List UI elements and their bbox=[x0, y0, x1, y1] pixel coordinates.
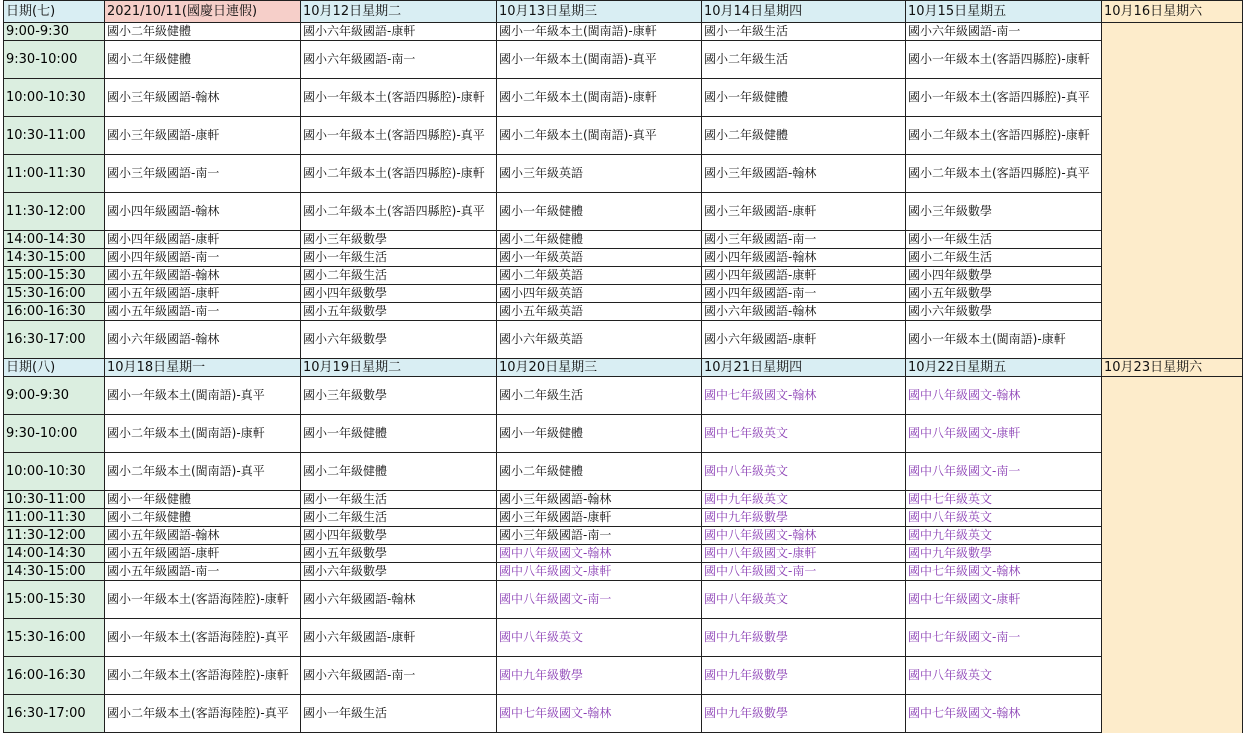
class-cell: 國中八年級國文-康軒 bbox=[702, 545, 906, 563]
time-slot-cell: 14:30-15:00 bbox=[4, 249, 105, 267]
class-cell: 國小一年級本土(閩南語)-康軒 bbox=[906, 321, 1102, 359]
schedule-row bbox=[4, 453, 1243, 491]
class-cell: 國中九年級數學 bbox=[906, 545, 1102, 563]
class-cell: 國中七年級國文-翰林 bbox=[906, 695, 1102, 733]
schedule-row bbox=[4, 657, 1243, 695]
time-slot-cell: 11:30-12:00 bbox=[4, 193, 105, 231]
schedule-row bbox=[4, 303, 1243, 321]
class-cell: 國小三年級國語-翰林 bbox=[105, 79, 301, 117]
schedule-row bbox=[4, 695, 1243, 733]
time-slot-cell: 11:30-12:00 bbox=[4, 527, 105, 545]
time-slot-cell: 16:30-17:00 bbox=[4, 695, 105, 733]
class-cell: 國中九年級數學 bbox=[702, 619, 906, 657]
schedule-row bbox=[4, 249, 1243, 267]
class-cell: 國小二年級本土(閩南語)-真平 bbox=[497, 117, 702, 155]
time-slot-cell: 16:00-16:30 bbox=[4, 303, 105, 321]
time-slot-cell: 15:30-16:00 bbox=[4, 619, 105, 657]
class-cell: 國中七年級國文-翰林 bbox=[702, 377, 906, 415]
class-cell: 國小一年級本土(客語海陸腔)-真平 bbox=[105, 619, 301, 657]
class-cell: 國中八年級英文 bbox=[906, 509, 1102, 527]
time-slot-cell: 14:00-14:30 bbox=[4, 231, 105, 249]
class-cell: 國小二年級本土(客語四縣腔)-真平 bbox=[301, 193, 497, 231]
schedule-row bbox=[4, 285, 1243, 303]
time-slot-cell: 15:30-16:00 bbox=[4, 285, 105, 303]
week2-header-row bbox=[4, 359, 1243, 377]
class-cell: 國小一年級健體 bbox=[497, 193, 702, 231]
class-cell: 國小一年級本土(客語四縣腔)-康軒 bbox=[301, 79, 497, 117]
day-header-cell: 10月12日星期二 bbox=[301, 1, 497, 23]
class-cell: 國小五年級數學 bbox=[906, 285, 1102, 303]
class-cell: 國中八年級英文 bbox=[497, 619, 702, 657]
time-slot-cell: 9:30-10:00 bbox=[4, 415, 105, 453]
class-cell: 國小六年級國語-康軒 bbox=[301, 23, 497, 41]
class-cell: 國小四年級國語-康軒 bbox=[702, 267, 906, 285]
class-cell: 國小二年級本土(客語四縣腔)-康軒 bbox=[301, 155, 497, 193]
class-cell: 國小一年級本土(閩南語)-康軒 bbox=[497, 23, 702, 41]
class-cell: 國小二年級健體 bbox=[105, 41, 301, 79]
class-cell: 國小三年級國語-南一 bbox=[497, 527, 702, 545]
class-cell: 國中八年級國文-康軒 bbox=[906, 415, 1102, 453]
class-cell: 國小一年級健體 bbox=[301, 415, 497, 453]
class-cell: 國小五年級國語-翰林 bbox=[105, 267, 301, 285]
class-cell: 國小五年級國語-南一 bbox=[105, 303, 301, 321]
saturday-empty-cell bbox=[1102, 23, 1243, 359]
class-cell: 國中七年級英文 bbox=[702, 415, 906, 453]
class-cell: 國小六年級數學 bbox=[906, 303, 1102, 321]
class-cell: 國小二年級生活 bbox=[301, 267, 497, 285]
schedule-row bbox=[4, 155, 1243, 193]
schedule-row bbox=[4, 377, 1243, 415]
class-cell: 國小一年級生活 bbox=[906, 231, 1102, 249]
class-cell: 國小四年級英語 bbox=[497, 285, 702, 303]
time-slot-cell: 11:00-11:30 bbox=[4, 155, 105, 193]
class-cell: 國中八年級國文-翰林 bbox=[497, 545, 702, 563]
schedule-row bbox=[4, 23, 1243, 41]
schedule-row bbox=[4, 527, 1243, 545]
schedule-row bbox=[4, 563, 1243, 581]
time-slot-cell: 11:00-11:30 bbox=[4, 509, 105, 527]
class-cell: 國小一年級生活 bbox=[702, 23, 906, 41]
class-cell: 國中九年級數學 bbox=[702, 695, 906, 733]
class-cell: 國小三年級國語-南一 bbox=[105, 155, 301, 193]
time-slot-cell: 14:30-15:00 bbox=[4, 563, 105, 581]
class-cell: 國小一年級生活 bbox=[301, 249, 497, 267]
day-header-cell: 10月19日星期二 bbox=[301, 359, 497, 377]
day-header-cell: 10月22日星期五 bbox=[906, 359, 1102, 377]
day-header-cell: 10月13日星期三 bbox=[497, 1, 702, 23]
class-cell: 國小四年級國語-翰林 bbox=[105, 193, 301, 231]
class-cell: 國小三年級國語-翰林 bbox=[702, 155, 906, 193]
class-cell: 國小二年級健體 bbox=[105, 509, 301, 527]
class-cell: 國小一年級本土(客語四縣腔)-康軒 bbox=[906, 41, 1102, 79]
class-cell: 國小二年級本土(閩南語)-真平 bbox=[105, 453, 301, 491]
class-cell: 國小六年級數學 bbox=[301, 321, 497, 359]
class-cell: 國小三年級國語-康軒 bbox=[497, 509, 702, 527]
class-cell: 國小五年級英語 bbox=[497, 303, 702, 321]
class-cell: 國小二年級健體 bbox=[497, 453, 702, 491]
class-cell: 國小二年級生活 bbox=[702, 41, 906, 79]
class-cell: 國小二年級本土(閩南語)-康軒 bbox=[497, 79, 702, 117]
class-cell: 國小四年級國語-南一 bbox=[105, 249, 301, 267]
class-cell: 國小五年級數學 bbox=[301, 303, 497, 321]
class-cell: 國小二年級本土(客語海陸腔)-康軒 bbox=[105, 657, 301, 695]
class-cell: 國小二年級生活 bbox=[301, 509, 497, 527]
schedule-row bbox=[4, 231, 1243, 249]
class-cell: 國中七年級國文-翰林 bbox=[906, 563, 1102, 581]
class-cell: 國小四年級數學 bbox=[301, 285, 497, 303]
class-cell: 國小四年級數學 bbox=[906, 267, 1102, 285]
day-header-cell: 10月14日星期四 bbox=[702, 1, 906, 23]
class-cell: 國小二年級健體 bbox=[497, 231, 702, 249]
day-header-cell: 10月20日星期三 bbox=[497, 359, 702, 377]
class-cell: 國小六年級國語-翰林 bbox=[301, 581, 497, 619]
class-cell: 國小五年級國語-康軒 bbox=[105, 285, 301, 303]
class-cell: 國小五年級國語-南一 bbox=[105, 563, 301, 581]
class-cell: 國小一年級健體 bbox=[702, 79, 906, 117]
class-cell: 國小一年級英語 bbox=[497, 249, 702, 267]
class-cell: 國中七年級國文-翰林 bbox=[497, 695, 702, 733]
class-cell: 國小二年級健體 bbox=[105, 23, 301, 41]
class-cell: 國小三年級國語-南一 bbox=[702, 231, 906, 249]
class-cell: 國中八年級英文 bbox=[702, 581, 906, 619]
schedule-row bbox=[4, 321, 1243, 359]
schedule-row bbox=[4, 267, 1243, 285]
class-cell: 國小二年級生活 bbox=[497, 377, 702, 415]
time-slot-cell: 9:00-9:30 bbox=[4, 23, 105, 41]
saturday-header-cell: 10月23日星期六 bbox=[1102, 359, 1243, 377]
schedule-row bbox=[4, 415, 1243, 453]
time-slot-cell: 10:30-11:00 bbox=[4, 491, 105, 509]
class-cell: 國小二年級本土(閩南語)-康軒 bbox=[105, 415, 301, 453]
schedule-row bbox=[4, 193, 1243, 231]
schedule-row bbox=[4, 509, 1243, 527]
class-cell: 國小三年級數學 bbox=[301, 231, 497, 249]
class-cell: 國小二年級本土(客語四縣腔)-真平 bbox=[906, 155, 1102, 193]
class-cell: 國小三年級國語-康軒 bbox=[702, 193, 906, 231]
time-slot-cell: 9:00-9:30 bbox=[4, 377, 105, 415]
time-slot-cell: 9:30-10:00 bbox=[4, 41, 105, 79]
time-slot-cell: 16:30-17:00 bbox=[4, 321, 105, 359]
day-header-cell: 10月18日星期一 bbox=[105, 359, 301, 377]
class-cell: 國小一年級生活 bbox=[301, 695, 497, 733]
class-cell: 國小四年級國語-南一 bbox=[702, 285, 906, 303]
class-cell: 國小三年級數學 bbox=[906, 193, 1102, 231]
time-slot-cell: 15:00-15:30 bbox=[4, 267, 105, 285]
class-cell: 國中八年級國文-康軒 bbox=[497, 563, 702, 581]
schedule-row bbox=[4, 619, 1243, 657]
class-cell: 國小一年級本土(閩南語)-真平 bbox=[497, 41, 702, 79]
schedule-row bbox=[4, 117, 1243, 155]
class-cell: 國小一年級本土(客語四縣腔)-真平 bbox=[906, 79, 1102, 117]
class-cell: 國中八年級國文-南一 bbox=[702, 563, 906, 581]
schedule-grid bbox=[3, 0, 1243, 733]
class-cell: 國小一年級本土(客語海陸腔)-康軒 bbox=[105, 581, 301, 619]
saturday-header-cell: 10月16日星期六 bbox=[1102, 1, 1243, 23]
day-header-cell: 2021/10/11(國慶日連假) bbox=[105, 1, 301, 23]
class-cell: 國中九年級數學 bbox=[702, 657, 906, 695]
class-cell: 國小四年級數學 bbox=[301, 527, 497, 545]
class-cell: 國中八年級英文 bbox=[906, 657, 1102, 695]
class-cell: 國小一年級本土(客語四縣腔)-真平 bbox=[301, 117, 497, 155]
day-header-cell: 10月21日星期四 bbox=[702, 359, 906, 377]
date-label-cell: 日期(七) bbox=[4, 1, 105, 23]
class-cell: 國中九年級英文 bbox=[906, 527, 1102, 545]
class-cell: 國小六年級國語-康軒 bbox=[702, 321, 906, 359]
class-cell: 國小一年級健體 bbox=[105, 491, 301, 509]
class-cell: 國小六年級國語-翰林 bbox=[105, 321, 301, 359]
schedule-row bbox=[4, 79, 1243, 117]
class-cell: 國小五年級國語-康軒 bbox=[105, 545, 301, 563]
class-cell: 國小一年級本土(閩南語)-真平 bbox=[105, 377, 301, 415]
class-cell: 國小二年級英語 bbox=[497, 267, 702, 285]
class-cell: 國小一年級生活 bbox=[301, 491, 497, 509]
date-label-cell: 日期(八) bbox=[4, 359, 105, 377]
class-cell: 國中九年級數學 bbox=[702, 509, 906, 527]
class-cell: 國中九年級英文 bbox=[702, 491, 906, 509]
class-cell: 國中八年級國文-南一 bbox=[906, 453, 1102, 491]
class-cell: 國中八年級英文 bbox=[702, 453, 906, 491]
class-cell: 國中七年級國文-南一 bbox=[906, 619, 1102, 657]
class-cell: 國小六年級國語-南一 bbox=[301, 657, 497, 695]
class-cell: 國小四年級國語-康軒 bbox=[105, 231, 301, 249]
class-cell: 國小六年級國語-南一 bbox=[301, 41, 497, 79]
class-cell: 國小六年級國語-南一 bbox=[906, 23, 1102, 41]
class-cell: 國中七年級國文-康軒 bbox=[906, 581, 1102, 619]
class-cell: 國小三年級國語-翰林 bbox=[497, 491, 702, 509]
class-cell: 國小三年級數學 bbox=[301, 377, 497, 415]
class-cell: 國中九年級數學 bbox=[497, 657, 702, 695]
class-cell: 國小五年級數學 bbox=[301, 545, 497, 563]
time-slot-cell: 14:00-14:30 bbox=[4, 545, 105, 563]
time-slot-cell: 10:30-11:00 bbox=[4, 117, 105, 155]
class-cell: 國小六年級國語-翰林 bbox=[702, 303, 906, 321]
week1-header-row bbox=[4, 1, 1243, 23]
class-cell: 國小六年級國語-康軒 bbox=[301, 619, 497, 657]
class-cell: 國中八年級國文-南一 bbox=[497, 581, 702, 619]
day-header-cell: 10月15日星期五 bbox=[906, 1, 1102, 23]
time-slot-cell: 10:00-10:30 bbox=[4, 453, 105, 491]
class-cell: 國小二年級本土(客語海陸腔)-真平 bbox=[105, 695, 301, 733]
time-slot-cell: 10:00-10:30 bbox=[4, 79, 105, 117]
class-cell: 國中八年級國文-翰林 bbox=[906, 377, 1102, 415]
class-cell: 國小二年級本土(客語四縣腔)-康軒 bbox=[906, 117, 1102, 155]
class-cell: 國小一年級健體 bbox=[497, 415, 702, 453]
class-cell: 國小二年級健體 bbox=[301, 453, 497, 491]
class-cell: 國小二年級健體 bbox=[702, 117, 906, 155]
class-cell: 國小四年級國語-翰林 bbox=[702, 249, 906, 267]
schedule-row bbox=[4, 545, 1243, 563]
schedule-row bbox=[4, 491, 1243, 509]
class-cell: 國小三年級國語-康軒 bbox=[105, 117, 301, 155]
class-cell: 國中七年級英文 bbox=[906, 491, 1102, 509]
schedule-row bbox=[4, 581, 1243, 619]
class-cell: 國小六年級英語 bbox=[497, 321, 702, 359]
saturday-empty-cell bbox=[1102, 377, 1243, 733]
class-cell: 國小五年級國語-翰林 bbox=[105, 527, 301, 545]
class-cell: 國小六年級數學 bbox=[301, 563, 497, 581]
time-slot-cell: 16:00-16:30 bbox=[4, 657, 105, 695]
time-slot-cell: 15:00-15:30 bbox=[4, 581, 105, 619]
class-cell: 國小二年級生活 bbox=[906, 249, 1102, 267]
class-cell: 國小三年級英語 bbox=[497, 155, 702, 193]
schedule-row bbox=[4, 41, 1243, 79]
class-cell: 國中八年級國文-翰林 bbox=[702, 527, 906, 545]
